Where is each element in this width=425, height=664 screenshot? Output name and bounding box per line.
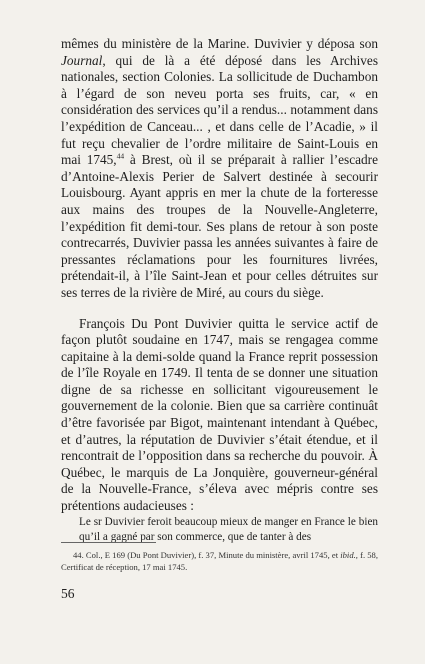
main-text (61, 36, 378, 546)
footnote-divider (61, 542, 156, 543)
paragraph-2: François Du Pont Duvivier quitta le service actif de façon plutôt soudaine en 1747, mais se rengagea comme capitaine à la demi-solde quand la France reprit possession de l’île Royale en 1749. Il tenta de se donner une situation digne de sa richesse en sollicitant vigoureusement le gouvernement de la colonie. Bien que sa carrière continuât d’être favorisée par Bigot, maintenant intendant à Québec, et d’autres, la réputation de Duvivier s’était étendue, et il rencontrait de l’opposition dans sa recherche du pouvoir. À Québec, le marquis de La Jonquière, gouverneur-général de la Nouvelle-France, s’éleva avec mépris contre ses prétentions audacieuses : (61, 315, 378, 514)
footnote-reference: 44 (116, 151, 125, 161)
paragraph-1-part-c: , qui de là a été déposé dans les Archives nationales, section Colonies. La sollicitude de Duchambon à l’égard de son neveu porta ses fruits, car, « en considération des services qu’il a rendus... notamment dans l’expédition de Canceau... , et dans celle de l’Acadie, » il fut reçu chevalier de l’ordre militaire de Saint-Louis en mai 1745, (61, 52, 378, 168)
footnote (61, 550, 378, 573)
journal-title: Journal (61, 52, 103, 68)
paragraph-1 (61, 36, 378, 302)
footnote-ibid: ibid. (340, 550, 356, 560)
block-quote: Le sr Duvivier feroit beaucoup mieux de manger en France le bien qu’il a gagné par son commerce, que de tanter à des (79, 515, 378, 544)
paragraph-1-part-a: mêmes du ministère de la Marine. Duvivier y déposa son (61, 36, 378, 51)
footnote-part-c: , f. 58, Certificat de réception, 17 mai 1745. (61, 550, 378, 572)
page-number: 56 (61, 586, 75, 601)
footnote-part-a: 44. Col., E 169 (Du Pont Duvivier), f. 37, Minute du ministère, avril 1745, et (73, 550, 341, 560)
paragraph-1-part-d: à Brest, où il se préparait à rallier l’escadre d’Antoine-Alexis Perier de Salvert destinée à secourir Louisbourg. Ayant appris en mer la chute de la forteresse aux mains des troupes de la Nouvelle-Angleterre, l’expédition fit demi-tour. Ses plans de retour à son poste contrecarrés, Duvivier passa les années suivantes à faire de pressantes réclamations pour les fournitures livrées, prétendait-il, à l’île Saint-Jean et pour celles détruites sur ses terres de la rivière de Miré, au cours du siège. (61, 152, 378, 300)
